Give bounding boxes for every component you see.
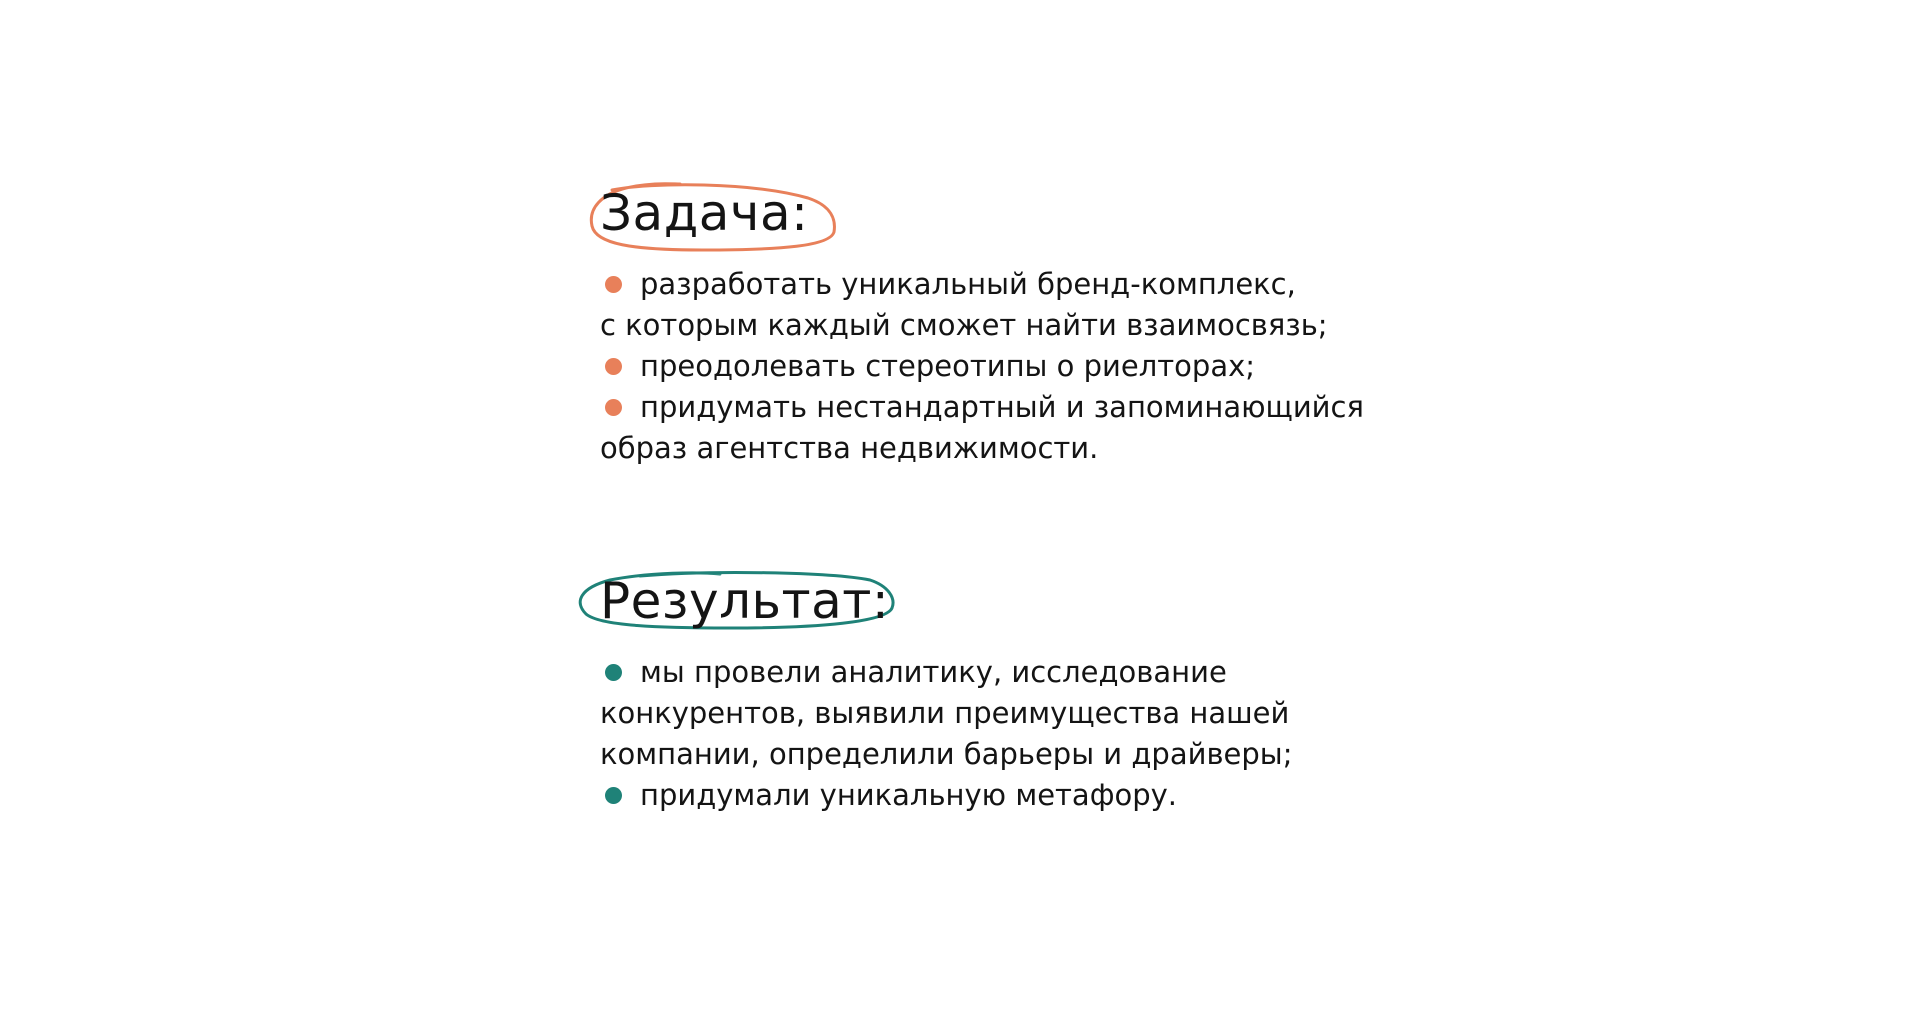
task-item-2-line1: преодолевать стереотипы о риелторах;: [640, 349, 1256, 383]
result-item-1-line3: компании, определили барьеры и драйверы;: [600, 737, 1293, 771]
result-item-2-line1: придумали уникальную метафору.: [640, 778, 1178, 812]
result-section: [600, 568, 1500, 816]
bullet-icon: [605, 358, 622, 375]
result-item-1: [600, 652, 1500, 775]
result-heading-wrap: [600, 568, 1500, 652]
result-item-2: [600, 775, 1500, 816]
result-item-1-line1: мы провели аналитику, исследование: [640, 655, 1227, 689]
bullet-icon: [605, 664, 622, 681]
task-heading: Задача:: [600, 184, 809, 242]
result-heading: Результат:: [600, 572, 890, 630]
bullet-icon: [605, 399, 622, 416]
task-list: [600, 264, 1500, 469]
task-item-3-line2: образ агентства недвижимости.: [600, 431, 1099, 465]
task-item-2: [600, 346, 1500, 387]
result-item-1-line2: конкурентов, выявили преимущества нашей: [600, 696, 1290, 730]
result-list: [600, 652, 1500, 816]
bullet-icon: [605, 787, 622, 804]
task-item-1: [600, 264, 1500, 346]
bullet-icon: [605, 276, 622, 293]
task-item-3-line1: придумать нестандартный и запоминающийся: [640, 390, 1364, 424]
task-section: [600, 180, 1500, 469]
task-item-1-line1: разработать уникальный бренд-комплекс,: [640, 267, 1296, 301]
task-heading-wrap: [600, 180, 1500, 264]
task-item-3: [600, 387, 1500, 469]
task-item-1-line2: с которым каждый сможет найти взаимосвязь;: [600, 308, 1328, 342]
